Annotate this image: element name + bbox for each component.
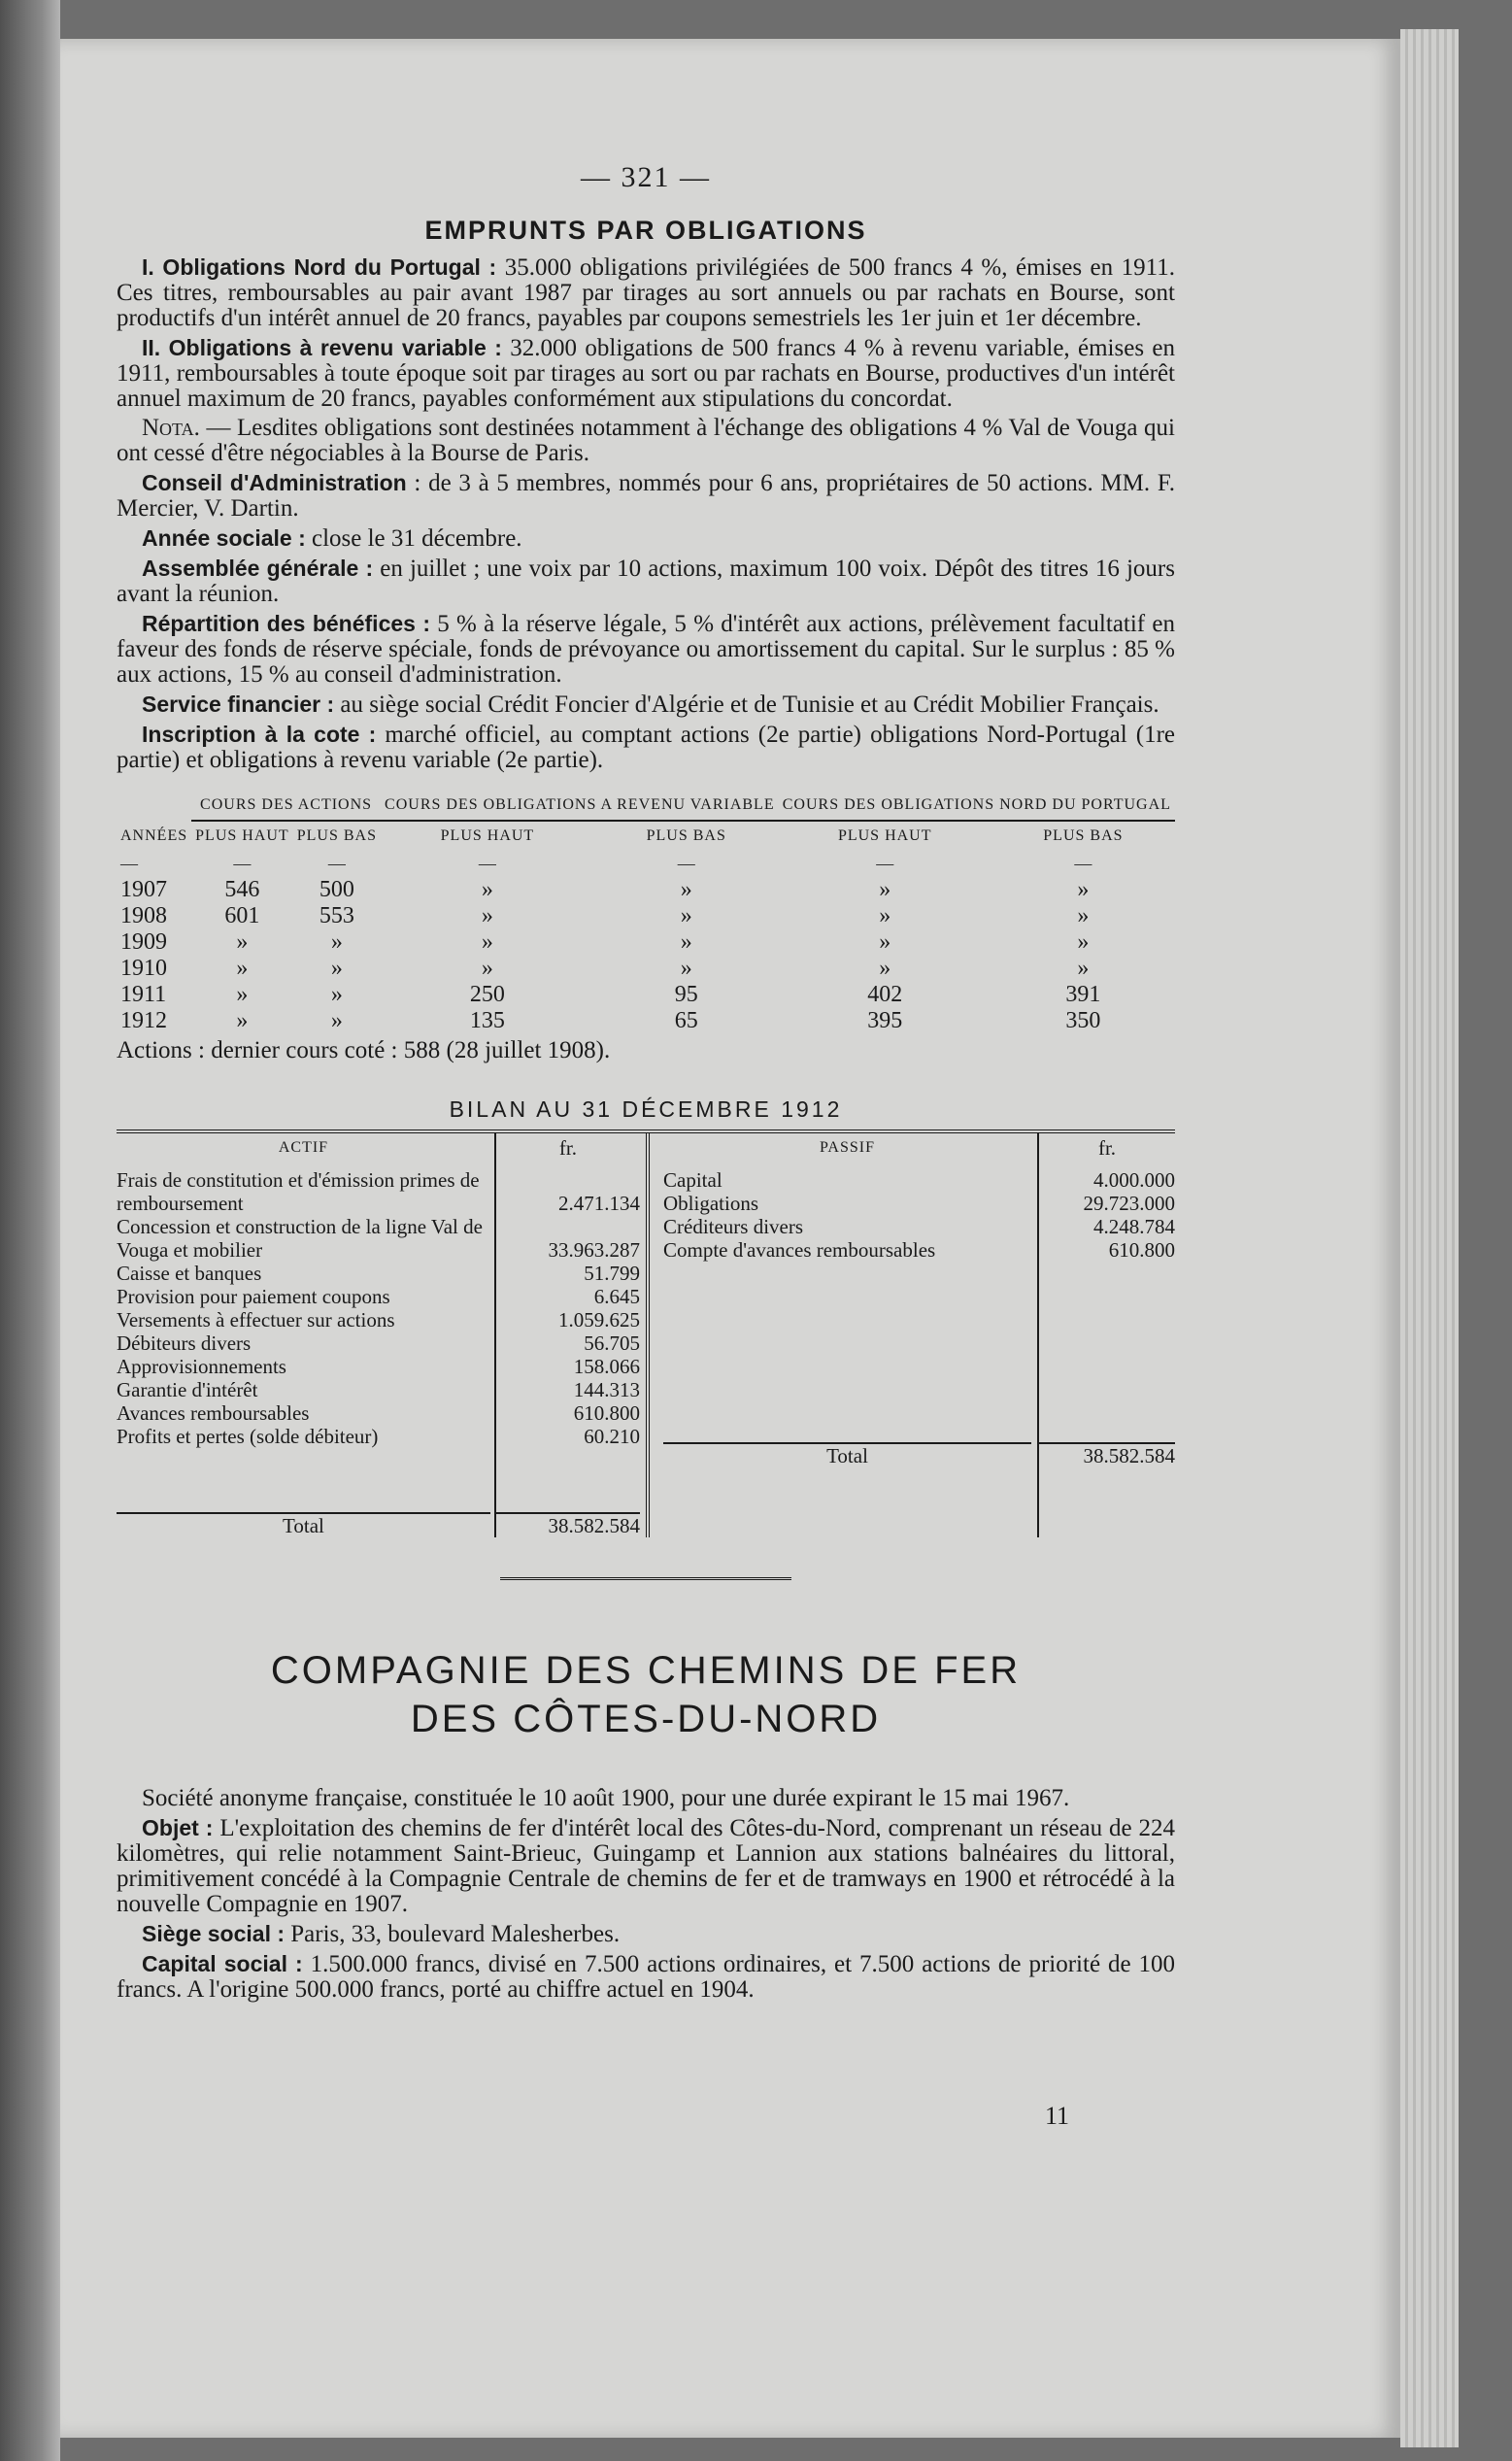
- cours-cell-r-b: »: [680, 877, 692, 902]
- passif-item-label: Compte d'avances remboursables: [663, 1238, 936, 1262]
- left-page-edge: [0, 0, 60, 2461]
- text-obligations-revenu: 32.000 obligations de 500 francs 4 % à revenu variable, émises en 1911, remboursables à toute époque soit par tirages au sort ou par rachats en Bourse, productives d'un intérêt annuel maximum de 20 francs, payables conformément aux stipulations du concordat.: [117, 335, 1176, 412]
- passif-item-label: Obligations: [663, 1192, 758, 1215]
- text-annee-sociale: close le 31 décembre.: [305, 525, 522, 552]
- passif-item-value: 4.000.000: [1093, 1168, 1175, 1192]
- cours-cell-a-b: »: [330, 956, 343, 981]
- cours-cell-n-b: 350: [1065, 1008, 1101, 1033]
- cours-cell-r-h: 250: [469, 982, 505, 1007]
- label-annee-sociale: Année sociale :: [142, 525, 306, 551]
- text-inscription: marché officiel, au comptant actions (2e partie) obligations Nord-Portugal (1re partie) et obligations à revenu variable (2e partie).: [117, 722, 1175, 773]
- label-assemblee: Assemblée générale :: [142, 556, 374, 581]
- company-title-line1: COMPAGNIE DES CHEMINS DE FER: [270, 1649, 1022, 1692]
- cours-cell-a-h: 601: [224, 903, 260, 928]
- header-cours-revenu-variable: COURS DES OBLIGATIONS A REVENU VARIABLE: [381, 791, 779, 821]
- passif-item-value: 29.723.000: [1083, 1192, 1175, 1215]
- header-cours-nord-portugal: COURS DES OBLIGATIONS NORD DU PORTUGAL: [779, 791, 1175, 821]
- paragraph-objet: [117, 1815, 1175, 1917]
- header-plus-haut: PLUS HAUT: [195, 827, 289, 844]
- header-cours-actions: COURS DES ACTIONS: [191, 791, 381, 821]
- passif-header: PASSIF: [819, 1139, 875, 1156]
- paragraph-obligations-nord: [117, 254, 1175, 331]
- cours-cell-year: 1911: [120, 982, 167, 1007]
- actif-total-label: Total: [117, 1512, 490, 1537]
- cours-cell-n-h: »: [879, 877, 891, 902]
- dernier-cours: Actions : dernier cours coté : 588 (28 juillet 1908).: [117, 1037, 611, 1063]
- label-service: Service financier :: [142, 691, 335, 717]
- actif-header: ACTIF: [278, 1139, 329, 1156]
- cours-cell-year: 1909: [120, 929, 167, 955]
- cours-cell-a-b: 553: [319, 903, 354, 928]
- passif-labels: [663, 1168, 1031, 1262]
- actif-item-label: Concession et construction de la ligne Val de Vouga et mobilier: [117, 1215, 483, 1262]
- company-title: [117, 1646, 1175, 1743]
- actif-labels: [117, 1168, 490, 1448]
- actif-item-label: Versements à effectuer sur actions: [117, 1308, 395, 1332]
- cours-cell-r-b: »: [680, 903, 692, 928]
- actif-item-value: 610.800: [573, 1401, 640, 1425]
- bilan-title: BILAN AU 31 DÉCEMBRE 1912: [449, 1096, 843, 1122]
- header-plus-bas: PLUS BAS: [646, 827, 726, 844]
- cours-table: [117, 791, 1175, 1034]
- bilan-table: [117, 1129, 1175, 1537]
- section-title: EMPRUNTS PAR OBLIGATIONS: [424, 216, 867, 245]
- passif-unit: fr.: [1097, 1136, 1117, 1160]
- passif-item-label: Créditeurs divers: [663, 1215, 804, 1238]
- passif-column: [650, 1133, 1175, 1537]
- label-capital: Capital social :: [142, 1951, 303, 1976]
- label-conseil: Conseil d'Administration: [142, 470, 407, 495]
- cours-cell-a-h: 546: [224, 877, 260, 902]
- paragraph-conseil: [117, 470, 1175, 522]
- cours-row: [117, 1008, 1175, 1034]
- cours-cell-year: 1907: [120, 877, 167, 902]
- cours-cell-n-h: 395: [867, 1008, 903, 1033]
- actif-item-value: 51.799: [584, 1262, 640, 1285]
- cours-cell-year: 1908: [120, 903, 167, 928]
- cours-cell-r-b: »: [680, 956, 692, 981]
- text-obligations-nord: 35.000 obligations privilégiées de 500 francs 4 %, émises en 1911. Ces titres, remboursables au pair avant 1987 par tirages au sort annuels ou par rachats en Bourse, sont productifs d'un intérêt annuel de 20 francs, payables par coupons semestriels les 1er juin et 1er décembre.: [117, 254, 1175, 331]
- cours-cell-n-b: »: [1077, 956, 1090, 981]
- label-inscription: Inscription à la cote :: [142, 722, 377, 747]
- dash-row: — — — — — — —: [120, 854, 1092, 873]
- cours-cell-r-b: »: [680, 929, 692, 955]
- actif-item-value: 1.059.625: [558, 1308, 640, 1332]
- actif-values: [496, 1168, 640, 1448]
- actif-item-value: 60.210: [584, 1425, 640, 1448]
- actif-item-label: Provision pour paiement coupons: [117, 1285, 390, 1308]
- cours-cell-r-h: »: [481, 903, 493, 928]
- passif-item-value: 4.248.784: [1093, 1215, 1175, 1238]
- text-nota: — Lesdites obligations sont destinées notamment à l'échange des obligations 4 % Val de Vouga qui ont cessé d'être négociables à la Bourse de Paris.: [117, 415, 1175, 466]
- cours-row: [117, 956, 1175, 982]
- text-siege: Paris, 33, boulevard Malesherbes.: [285, 1921, 621, 1947]
- actif-item-label: Garantie d'intérêt: [117, 1378, 258, 1401]
- actif-item-value: 56.705: [584, 1332, 640, 1355]
- cours-cell-r-h: »: [481, 877, 493, 902]
- cours-cell-r-h: »: [481, 929, 493, 955]
- cours-cell-a-h: »: [236, 982, 249, 1007]
- paragraph-assemblee: [117, 556, 1175, 607]
- actif-item-label: Approvisionnements: [117, 1355, 286, 1378]
- cours-cell-r-b: 65: [674, 1008, 698, 1033]
- label-nota: Nota.: [142, 415, 200, 441]
- cours-cell-n-b: 391: [1065, 982, 1101, 1007]
- actif-column: [117, 1133, 650, 1537]
- paragraph-service: [117, 691, 1175, 718]
- cours-cell-n-h: »: [879, 956, 891, 981]
- label-obligations-revenu: II. Obligations à revenu variable :: [142, 335, 502, 360]
- cours-cell-r-h: 135: [469, 1008, 505, 1033]
- paragraph-annee-sociale: [117, 525, 1175, 552]
- actif-item-value: 33.963.287: [548, 1238, 640, 1262]
- actif-item-value: 2.471.134: [558, 1192, 640, 1215]
- actif-item-value: 6.645: [593, 1285, 640, 1308]
- cours-row: [117, 877, 1175, 903]
- label-siege: Siège social :: [142, 1921, 286, 1946]
- cours-cell-r-b: 95: [674, 982, 698, 1007]
- cours-cell-n-h: »: [879, 929, 891, 955]
- paragraph-repartition: [117, 611, 1175, 688]
- actif-item-label: Frais de constitution et d'émission primes de remboursement: [117, 1168, 480, 1215]
- passif-values: [1039, 1168, 1175, 1262]
- text-conseil: : de 3 à 5 membres, nommés pour 6 ans, propriétaires de 50 actions. MM. F. Mercier, V. Dartin.: [117, 470, 1175, 522]
- paragraph-siege: [117, 1921, 1175, 1947]
- cours-cell-a-h: »: [236, 956, 249, 981]
- actif-item-label: Caisse et banques: [117, 1262, 262, 1285]
- header-annees: ANNÉES: [120, 827, 188, 844]
- label-obligations-nord: I. Obligations Nord du Portugal :: [142, 254, 497, 280]
- separator-ornament: [117, 1561, 1175, 1586]
- cours-cell-n-h: »: [879, 903, 891, 928]
- text-repartition: 5 % à la réserve légale, 5 % d'intérêt aux actions, prélèvement facultatif en faveur des fonds de réserve spéciale, fonds de prévoyance ou amortissement du capital. Sur le surplus : 85 % aux actions, 15 % au conseil d'administration.: [117, 611, 1175, 688]
- cours-cell-a-h: »: [236, 929, 249, 955]
- page-number: — 321 —: [581, 161, 711, 193]
- text-service: au siège social Crédit Foncier d'Algérie et de Tunisie et au Crédit Mobilier Français.: [334, 691, 1159, 718]
- cours-cell-a-b: 500: [319, 877, 354, 902]
- actif-item-value: 158.066: [573, 1355, 640, 1378]
- actif-item-label: Débiteurs divers: [117, 1332, 252, 1355]
- cours-row: [117, 903, 1175, 929]
- cours-cell-a-b: »: [330, 1008, 343, 1033]
- cours-cell-r-h: »: [481, 956, 493, 981]
- paragraph-company-intro: Société anonyme française, constituée le 10 août 1900, pour une durée expirant le 15 mai 1967.: [142, 1785, 1070, 1811]
- header-plus-haut: PLUS HAUT: [837, 827, 932, 844]
- text-capital: 1.500.000 francs, divisé en 7.500 actions ordinaires, et 7.500 actions de priorité de 100 francs. A l'origine 500.000 francs, porté au chiffre actuel en 1904.: [117, 1951, 1175, 2003]
- label-objet: Objet :: [142, 1815, 214, 1840]
- text-assemblee: en juillet ; une voix par 10 actions, maximum 100 voix. Dépôt des titres 16 jours avant la réunion.: [117, 556, 1175, 607]
- cours-cell-year: 1912: [120, 1008, 167, 1033]
- cours-cell-n-b: »: [1077, 877, 1090, 902]
- paragraph-capital: [117, 1951, 1175, 2003]
- actif-unit: fr.: [558, 1136, 577, 1160]
- cours-cell-a-b: »: [330, 982, 343, 1007]
- passif-item-label: Capital: [663, 1168, 722, 1192]
- cours-body: [117, 877, 1175, 1034]
- signature-number: 11: [1045, 2102, 1070, 2130]
- paragraph-inscription: [117, 722, 1175, 773]
- actif-item-label: Profits et pertes (solde débiteur): [117, 1425, 379, 1448]
- page-content: [117, 161, 1176, 2006]
- cours-cell-year: 1910: [120, 956, 167, 981]
- cours-cell-n-b: »: [1077, 903, 1090, 928]
- cours-cell-a-h: »: [236, 1008, 249, 1033]
- actif-item-label: Avances remboursables: [117, 1401, 310, 1425]
- label-repartition: Répartition des bénéfices :: [142, 611, 431, 636]
- cours-cell-n-h: 402: [867, 982, 903, 1007]
- cours-row: [117, 982, 1175, 1008]
- actif-item-value: 144.313: [573, 1378, 640, 1401]
- cours-row: [117, 929, 1175, 956]
- text-objet: L'exploitation des chemins de fer d'intérêt local des Côtes-du-Nord, comprenant un réseau de 224 kilomètres, qui relie notamment Saint-Brieuc, Guingamp et Lannion aux stations balnéaires du littoral, primitivement concédé à la Compagnie Centrale de chemins de fer et de tramways en 1900 et rétrocédé à la nouvelle Compagnie en 1907.: [117, 1815, 1175, 1917]
- header-plus-bas: PLUS BAS: [296, 827, 377, 844]
- company-title-line2: DES CÔTES-DU-NORD: [410, 1698, 882, 1740]
- passif-item-value: 610.800: [1108, 1238, 1175, 1262]
- header-plus-bas: PLUS BAS: [1043, 827, 1124, 844]
- cours-cell-a-b: »: [330, 929, 343, 955]
- passif-total-label: Total: [663, 1442, 1031, 1467]
- header-plus-haut: PLUS HAUT: [440, 827, 535, 844]
- cours-cell-n-b: »: [1077, 929, 1090, 955]
- passif-total-value: 38.582.584: [1039, 1442, 1175, 1467]
- paragraph-nota: [117, 416, 1175, 466]
- paragraph-obligations-revenu: [117, 335, 1175, 412]
- actif-total-value: 38.582.584: [496, 1512, 640, 1537]
- page-stack-edge: [1400, 29, 1459, 2447]
